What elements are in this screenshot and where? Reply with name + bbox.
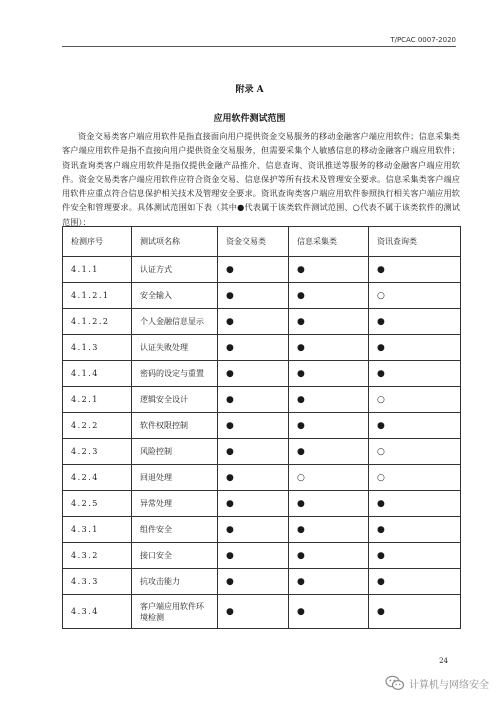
test-item-cell: 认证失败处理 (132, 335, 218, 361)
fund-trading-mark: ● (218, 309, 289, 335)
info-collection-mark: ● (289, 595, 369, 629)
info-collection-mark: ● (289, 569, 369, 595)
table-row (63, 491, 461, 517)
fund-trading-mark: ● (218, 335, 289, 361)
test-id-cell: 4.2.1 (63, 387, 132, 413)
fund-trading-mark: ● (218, 361, 289, 387)
table-row (63, 361, 461, 387)
intro-paragraph: 资金交易类客户端应用软件是指直接面向用户提供资金交易服务的移动金融客户端应用软件；信息采集类客户端应用软件是指不直接向用户提供资金交易服务，但需要采集个人敏感信息的移动金融客户端应用软件；资讯查询类客户端应用软件是指仅提供金融产品推介、信息查询、资讯推送等服务的移动金融客户端应用软件。资金交易类客户端应用软件应符合资金交易、信息保护等所有技术及管理安全要求。信息采集类客户端应用软件应重点符合信息保护相关技术及管理安全要求。资讯查询类客户端应用软件参照执行相关客户端应用软件安全和管理要求。具体测试范围如下表（其中●代表属于该类软件测试范围、○代表不属于该类软件的测试范围）： (62, 131, 460, 227)
info-collection-mark: ● (289, 439, 369, 465)
info-query-mark: ● (369, 361, 461, 387)
info-collection-mark: ● (289, 517, 369, 543)
fund-trading-mark: ● (218, 257, 289, 283)
info-query-mark: ● (369, 335, 461, 361)
test-item-cell: 抗攻击能力 (132, 569, 218, 595)
table-row (63, 335, 461, 361)
test-item-cell: 客户端应用软件环境检测 (132, 595, 218, 629)
info-query-mark: ○ (369, 283, 461, 309)
test-id-cell: 4.2.4 (63, 465, 132, 491)
test-item-cell: 软件权限控制 (132, 413, 218, 439)
test-id-cell: 4.3.3 (63, 569, 132, 595)
info-collection-mark: ● (289, 543, 369, 569)
info-collection-mark: ● (289, 387, 369, 413)
fund-trading-mark: ● (218, 283, 289, 309)
table-row (63, 465, 461, 491)
section-title: 应用软件测试范围 (213, 114, 286, 124)
table-row (63, 517, 461, 543)
test-id-cell: 4.3.1 (63, 517, 132, 543)
info-query-mark: ○ (369, 387, 461, 413)
fund-trading-mark: ● (218, 439, 289, 465)
table-row (63, 543, 461, 569)
info-query-mark: ● (369, 491, 461, 517)
wechat-icon (385, 675, 405, 691)
test-id-cell: 4.1.1 (63, 257, 132, 283)
info-collection-mark: ○ (289, 465, 369, 491)
table-row (63, 257, 461, 283)
info-query-mark: ● (369, 543, 461, 569)
info-query-mark: ○ (369, 439, 461, 465)
info-query-mark: ● (369, 569, 461, 595)
info-collection-mark: ● (289, 361, 369, 387)
fund-trading-mark: ● (218, 413, 289, 439)
info-query-mark: ● (369, 413, 461, 439)
test-item-cell: 逻辑安全设计 (132, 387, 218, 413)
test-id-cell: 4.1.2.1 (63, 283, 132, 309)
watermark (385, 675, 489, 691)
header-test-item: 测试项名称 (132, 227, 218, 257)
table-row (63, 439, 461, 465)
test-id-cell: 4.2.3 (63, 439, 132, 465)
test-item-cell: 回退处理 (132, 465, 218, 491)
table-row (63, 569, 461, 595)
test-item-cell: 接口安全 (132, 543, 218, 569)
test-id-cell: 4.1.4 (63, 361, 132, 387)
appendix-title: 附录 A (235, 85, 264, 95)
info-collection-mark: ● (289, 309, 369, 335)
info-query-mark: ○ (369, 465, 461, 491)
header-info-collection: 信息采集类 (289, 227, 369, 257)
test-item-cell: 密码的设定与重置 (132, 361, 218, 387)
test-id-cell: 4.2.2 (63, 413, 132, 439)
test-id-cell: 4.3.4 (63, 595, 132, 629)
test-id-cell: 4.2.5 (63, 491, 132, 517)
test-item-cell: 风险控制 (132, 439, 218, 465)
table-row (63, 283, 461, 309)
info-query-mark: ● (369, 517, 461, 543)
table-header-row (63, 227, 461, 257)
info-collection-mark: ● (289, 257, 369, 283)
watermark-text: 计算机与网络安全 (409, 679, 489, 691)
test-id-cell: 4.3.2 (63, 543, 132, 569)
fund-trading-mark: ● (218, 543, 289, 569)
test-id-cell: 4.1.3 (63, 335, 132, 361)
page-number: 24 (439, 657, 448, 665)
test-item-cell: 安全输入 (132, 283, 218, 309)
doc-code: T/PCAC 0007-2020 (390, 36, 456, 44)
fund-trading-mark: ● (218, 569, 289, 595)
info-query-mark: ● (369, 309, 461, 335)
table-row (63, 387, 461, 413)
header-rule (62, 46, 456, 47)
table-row (63, 309, 461, 335)
info-query-mark: ● (369, 595, 461, 629)
test-item-cell: 组件安全 (132, 517, 218, 543)
test-item-cell: 个人金融信息显示 (132, 309, 218, 335)
info-collection-mark: ● (289, 413, 369, 439)
table-row (63, 413, 461, 439)
fund-trading-mark: ● (218, 517, 289, 543)
fund-trading-mark: ● (218, 491, 289, 517)
info-collection-mark: ● (289, 491, 369, 517)
info-query-mark: ● (369, 257, 461, 283)
test-item-cell: 认证方式 (132, 257, 218, 283)
fund-trading-mark: ● (218, 465, 289, 491)
header-fund-trading: 资金交易类 (218, 227, 289, 257)
fund-trading-mark: ● (218, 387, 289, 413)
test-item-cell: 异常处理 (132, 491, 218, 517)
fund-trading-mark: ● (218, 595, 289, 629)
info-collection-mark: ● (289, 335, 369, 361)
info-collection-mark: ● (289, 283, 369, 309)
header-test-id: 检测序号 (63, 227, 132, 257)
test-id-cell: 4.1.2.2 (63, 309, 132, 335)
table-row (63, 595, 461, 629)
header-info-query: 资讯查询类 (369, 227, 461, 257)
test-scope-table (62, 226, 461, 629)
table-body (63, 257, 461, 629)
